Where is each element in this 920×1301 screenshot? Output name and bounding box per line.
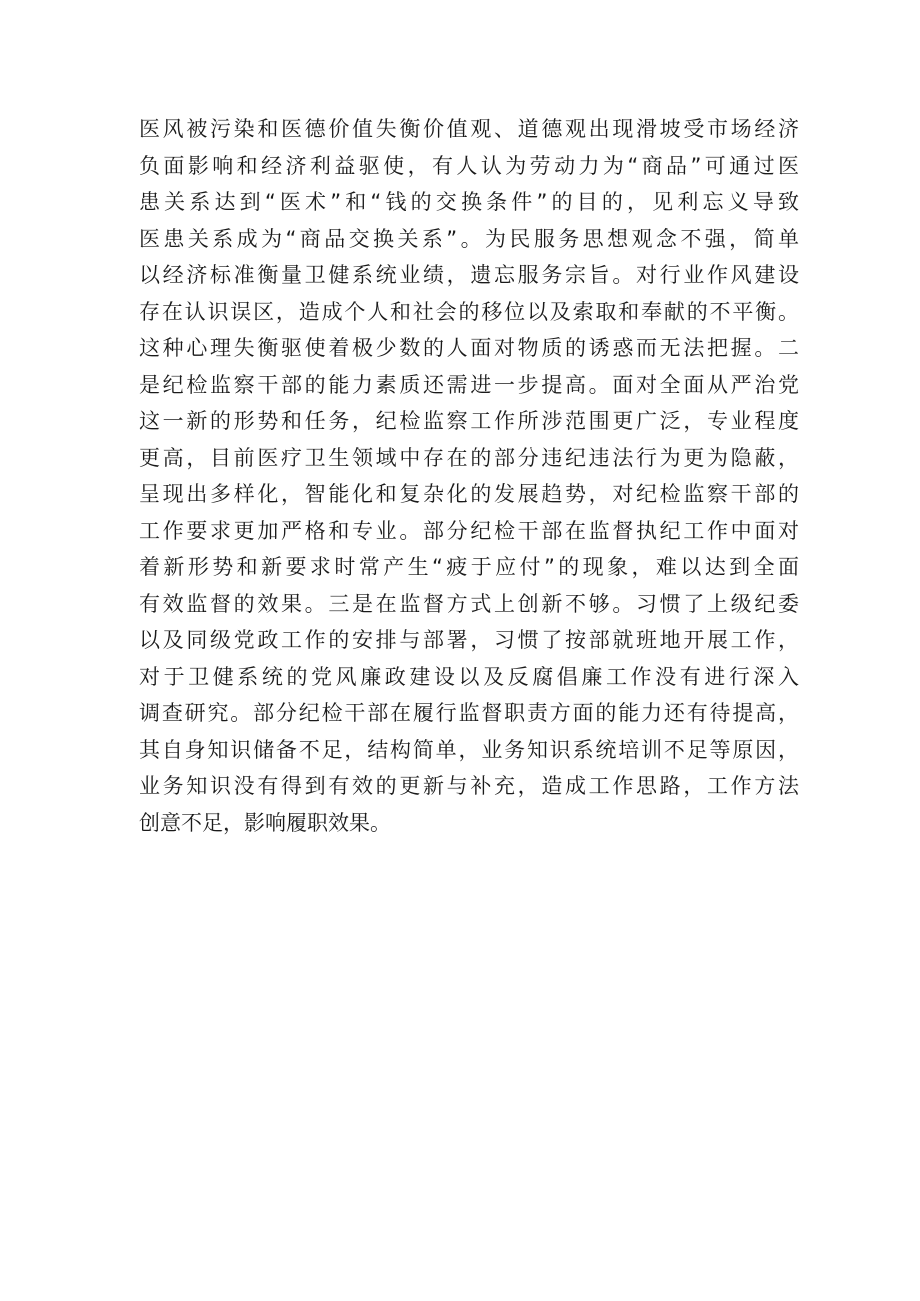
text-line: 其自身知识储备不足，结构简单，业务知识系统培训不足等原因， — [139, 737, 799, 762]
text-line: 业务知识没有得到有效的更新与补充，造成工作思路，工作方法 — [139, 774, 799, 798]
text-line: 有效监督的效果。三是在监督方式上创新不够。习惯了上级纪委 — [139, 591, 799, 616]
text-line: 患关系达到“医术”和“钱的交换条件”的目的，见利忘义导致 — [139, 190, 799, 214]
text-line: 工作要求更加严格和专业。部分纪检干部在监督执纪工作中面对 — [139, 518, 799, 543]
text-line: 这种心理失衡驱使着极少数的人面对物质的诱惑而无法把握。二 — [139, 336, 799, 360]
text-line: 医风被污染和医德价值失衡价值观、道德观出现滑坡受市场经济 — [139, 117, 799, 141]
text-line: 对于卫健系统的党风廉政建设以及反腐倡廉工作没有进行深入 — [139, 664, 799, 689]
text-line: 更高，目前医疗卫生领域中存在的部分违纪违法行为更为隐蔽， — [139, 445, 799, 470]
text-line: 是纪检监察干部的能力素质还需进一步提高。面对全面从严治党 — [139, 372, 799, 397]
text-line: 着新形势和新要求时常产生“疲于应付”的现象，难以达到全面 — [139, 555, 799, 579]
text-line: 医患关系成为“商品交换关系”。为民服务思想观念不强，简单 — [139, 226, 799, 251]
text-line: 创意不足，影响履职效果。 — [139, 810, 391, 835]
text-line: 存在认识误区，造成个人和社会的移位以及索取和奉献的不平衡。 — [139, 299, 799, 324]
text-line: 负面影响和经济利益驱使，有人认为劳动力为“商品”可通过医 — [139, 153, 799, 178]
text-line: 调查研究。部分纪检干部在履行监督职责方面的能力还有待提高， — [139, 701, 799, 725]
text-line: 这一新的形势和任务，纪检监察工作所涉范围更广泛，专业程度 — [139, 409, 799, 433]
body-paragraph — [139, 111, 799, 841]
text-line: 呈现出多样化，智能化和复杂化的发展趋势，对纪检监察干部的 — [139, 482, 799, 506]
text-line: 以经济标准衡量卫健系统业绩，遗忘服务宗旨。对行业作风建设 — [139, 263, 799, 287]
text-line: 以及同级党政工作的安排与部署，习惯了按部就班地开展工作， — [139, 628, 799, 652]
